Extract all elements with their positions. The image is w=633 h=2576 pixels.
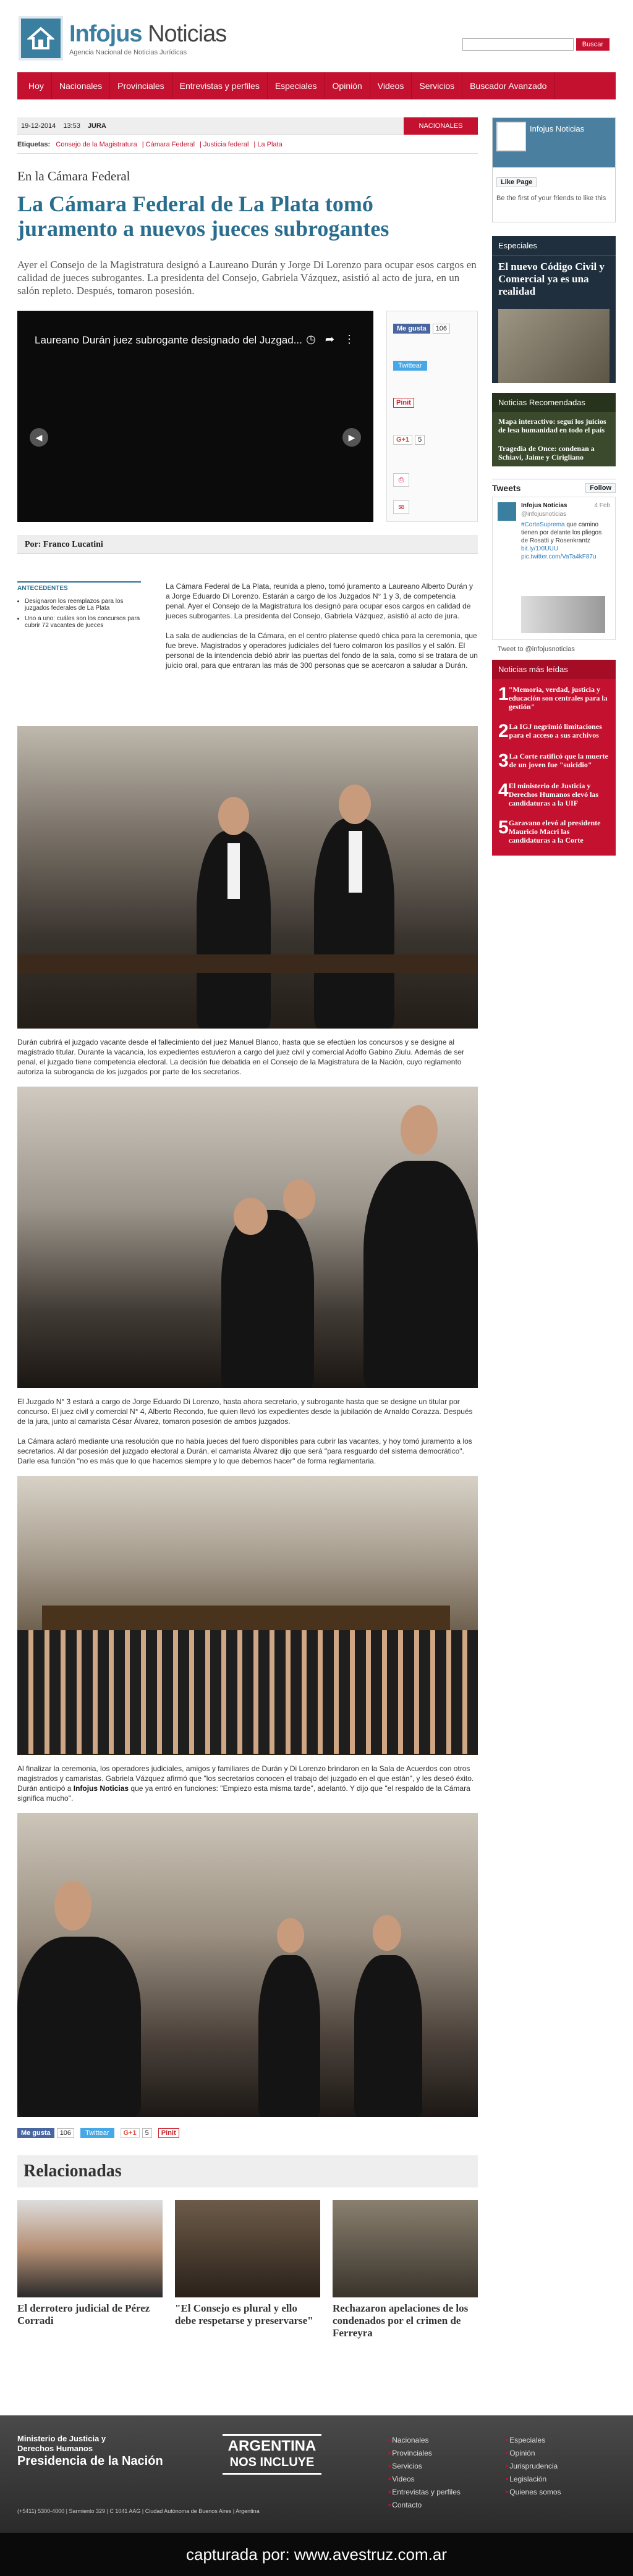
tweet-to-link[interactable]: Tweet to @infojusnoticias <box>498 646 575 653</box>
recomendada-link[interactable]: Tragedia de Once: condenan a Schiavi, Jaime y Cirigliano <box>498 444 595 461</box>
article-title: La Cámara Federal de La Plata tomó juramento a nuevos jueces subrogantes <box>17 192 389 241</box>
argentina-nos-incluye-logo: ARGENTINA NOS INCLUYE <box>223 2434 321 2475</box>
related-image[interactable] <box>175 2200 320 2297</box>
article-lead: Ayer el Consejo de la Magistratura designó a Laureano Durán y Jorge Di Lorenzo para ocupar esos cargos en calidad de jueces subrogantes. La presidenta del Consejo, Gabriela Vázquez, asistió al acto de jura, en un salón repleto. Después, tomaron posesión. <box>17 259 477 297</box>
prev-arrow-icon[interactable]: ◀ <box>30 428 48 447</box>
article-photo-2 <box>17 1087 478 1388</box>
footer-link[interactable]: ■ Especiales <box>506 2434 561 2447</box>
footer-links-2 <box>506 2434 561 2499</box>
mas-leidas-item[interactable]: 2 La IGJ negrimió limitaciones para el acceso a sus archivos <box>498 721 602 741</box>
tags-label: Etiquetas: <box>17 141 51 148</box>
site-name: Infojus Noticias <box>69 20 227 47</box>
footer-link[interactable]: ■ Videos <box>388 2473 461 2486</box>
more-icon[interactable]: ⋮ <box>344 333 355 345</box>
mas-leidas-item[interactable]: 5 Garavano elevó al presidente Mauricio Macri las candidaturas a la Corte <box>498 817 601 844</box>
related-item[interactable] <box>17 2200 163 2339</box>
antecedente-link[interactable]: • Designaron los reemplazos para los juzgados federales de La Plata <box>25 598 141 612</box>
sidebar <box>492 117 616 856</box>
paragraph: Durán cubrirá el juzgado vacante desde el fallecimiento del juez Manuel Blanco, hasta que se efectúen los concursos y se designe al magistrado titular. Durante la vacancia, los expedientes estuvieron a cargo del juez civil y comercial Adolfo Gabino Ziulu. Además de ser penal, el juzgado tiene competencia electoral. La decisión fue debatida en el Consejo de la Magistratura de la Nación, cuyo reglamento autoriza la subrogancia de los juzgados por parte de los secretarios. <box>17 1038 465 1076</box>
especiales-title: Especiales <box>492 236 616 256</box>
related-item[interactable] <box>175 2200 320 2339</box>
related-image[interactable] <box>17 2200 163 2297</box>
clock-icon[interactable]: ◷ <box>306 333 316 345</box>
nav-item-servicios[interactable]: Servicios <box>412 72 462 99</box>
footer-link[interactable]: ■ Quienes somos <box>506 2486 561 2499</box>
footer-link[interactable]: ■ Contacto <box>388 2499 461 2512</box>
especiales-headline[interactable]: El nuevo Código Civil y Comercial ya es una realidad <box>498 261 605 297</box>
related-section <box>17 2155 478 2339</box>
related-headline[interactable]: "El Consejo es plural y ello debe respetarse y preservarse" <box>175 2302 313 2326</box>
video-controls <box>306 333 355 346</box>
paragraph: La Cámara aclaró mediante una resolución que no había jueces del fuero disponibles para cubrir las vacantes, y hoy tomó juramento a los secretarios. Al dar posesión del juzgado electoral a Durán, el camarista Álvarez dijo que será "para resguardo del sistema democrático". Darle esa función "no es más que lo que hacemos siempre y lo que debemos hacer" de forma reglamentaria. <box>17 1437 472 1465</box>
paragraph: La Cámara Federal de La Plata, reunida a pleno, tomó juramento a Laureano Alberto Durán y a Jorge Eduardo Di Lorenzo. Estarán a cargo de los Juzgados N° 1 y 3, de competencia penal. Ayer el Consejo de la Magistratura los designó para ocupar esos cargos en calidad de jueces subrogantes. La presidenta del Consejo, Gabriela Vázquez, asistió al acto de jura. <box>166 582 473 620</box>
main-nav <box>17 72 616 99</box>
article-column <box>17 117 478 2339</box>
capture-credit: capturada por: www.avestruz.com.ar <box>0 2533 633 2576</box>
tweet-image[interactable] <box>521 596 605 633</box>
footer-link[interactable]: ■ Legislación <box>506 2473 561 2486</box>
tag-link[interactable]: Justicia federal <box>203 141 249 148</box>
article-kicker: En la Cámara Federal <box>17 169 130 183</box>
tweet-button[interactable]: Twittear <box>393 361 427 371</box>
mas-leidas-item[interactable]: 3 La Corte ratificó que la muerte de un joven fue "suicidio" <box>498 751 608 771</box>
site-logo[interactable] <box>19 16 226 61</box>
search-input[interactable] <box>462 38 574 51</box>
facebook-like-count: 106 <box>433 324 450 334</box>
video-player[interactable] <box>17 311 373 522</box>
footer-link[interactable]: ■ Jurisprudencia <box>506 2460 561 2473</box>
tweet-user[interactable]: Infojus Noticias <box>521 502 567 509</box>
related-image[interactable] <box>333 2200 478 2297</box>
tweet <box>492 497 616 653</box>
nav-item-especiales[interactable]: Especiales <box>268 72 325 99</box>
nav-item-hoy[interactable]: Hoy <box>21 72 52 99</box>
tweet-date[interactable]: 4 Feb <box>594 502 610 509</box>
date-bar <box>17 117 478 135</box>
ministry-logo[interactable]: Ministerio de Justicia y Derechos Humanos Presidencia de la Nación <box>17 2434 163 2468</box>
related-title: Relacionadas <box>17 2155 478 2187</box>
tag-link[interactable]: Cámara Federal <box>145 141 195 148</box>
site-tagline: Agencia Nacional de Noticias Jurídicas <box>69 48 187 56</box>
nav-item-buscador[interactable]: Buscador Avanzado <box>462 72 554 99</box>
search-bar <box>462 38 610 51</box>
avatar[interactable] <box>498 502 516 521</box>
article-author: Por: Franco Lucatini <box>17 536 478 554</box>
footer-link[interactable]: ■ Servicios <box>388 2460 461 2473</box>
mas-leidas-item[interactable]: 1 "Memoria, verdad, justicia y educación son centrales para la gestión" <box>498 684 608 711</box>
article-photo-3 <box>17 1476 478 1755</box>
related-headline[interactable]: Rechazaron apelaciones de los condenados por el crimen de Ferreyra <box>333 2302 469 2339</box>
gplus-count: 5 <box>142 2128 152 2138</box>
next-arrow-icon[interactable]: ▶ <box>342 428 361 447</box>
video-title: Laureano Durán juez subrogante designado del Juzgad... <box>35 334 302 346</box>
share-panel <box>386 311 478 522</box>
tweet-text: #CorteSuprema que camino tienen por delante los pliegos de Rosatti y Rosenkrantz bit.ly/1XIUUU pic.twitter.com/VaTa4kF87u <box>521 521 602 560</box>
mas-leidas-title: Noticias más leídas <box>492 660 616 679</box>
pinit-button[interactable]: Pinit <box>393 398 414 408</box>
like-page-button[interactable]: Like Page <box>496 177 537 187</box>
article-photo-4 <box>17 1813 478 2117</box>
tag-link[interactable]: La Plata <box>257 141 283 148</box>
pinit-button[interactable]: Pinit <box>158 2128 179 2138</box>
media-row <box>17 311 478 522</box>
especiales-image[interactable] <box>498 309 610 383</box>
tweet-handle[interactable]: @infojusnoticias <box>521 511 566 518</box>
footer-link[interactable]: ■ Provinciales <box>388 2447 461 2460</box>
tweets-widget <box>492 479 616 653</box>
nav-item-opinion[interactable]: Opinión <box>325 72 370 99</box>
tweets-title: Tweets <box>492 483 521 493</box>
facebook-page-widget <box>492 117 616 222</box>
antecedente-link[interactable]: • Uno a uno: cuáles son los concursos para cubrir 72 vacantes de jueces <box>25 615 141 629</box>
gplus-button[interactable]: G+1 <box>121 2128 140 2138</box>
antecedentes-box <box>17 581 141 633</box>
tweet-button[interactable]: Twittear <box>80 2128 114 2138</box>
article-time: 13:53 <box>63 122 80 130</box>
fb-page-name[interactable]: Infojus Noticias <box>530 124 585 133</box>
facebook-like-count: 106 <box>57 2128 74 2138</box>
recomendadas-box <box>492 393 616 466</box>
tags-row: Etiquetas: Consejo de la Magistratura | Cámara Federal | Justicia federal | La Plata <box>17 141 478 154</box>
article-intro <box>166 581 478 670</box>
footer-link[interactable]: ■ Opinión <box>506 2447 561 2460</box>
share-icon[interactable]: ➦ <box>325 333 334 345</box>
mas-leidas-item[interactable]: 4 El ministerio de Justicia y Derechos Humanos elevó las candidaturas a la UIF <box>498 780 599 807</box>
facebook-like-button[interactable]: Me gusta <box>393 324 430 334</box>
paragraph: El Juzgado N° 3 estará a cargo de Jorge Eduardo Di Lorenzo, hasta ahora secretario, y subrogante hasta que se designe un titular por concurso. El juez civil y comercial N° 4, Alberto Recondo, fue quien llevó los expedientes desde la jubilación de Arnaldo Corazza. Después de la jura, junto al camarista César Álvarez, tomaron posesión de ambos juzgados. <box>17 1397 473 1426</box>
footer-link[interactable]: ■ Entrevistas y perfiles <box>388 2486 461 2499</box>
print-icon[interactable]: ⎙ <box>393 473 409 487</box>
recomendadas-title: Noticias Recomendadas <box>492 393 616 412</box>
footer-links-1 <box>388 2434 461 2512</box>
footer-address: (+5411) 5300-4000 | Sarmiento 329 | C 1041 AAG | Ciudad Autónoma de Buenos Aires | Argentina <box>17 2508 260 2514</box>
gplus-button[interactable]: G+1 <box>393 435 412 445</box>
recomendada-link[interactable]: Mapa interactivo: seguí los juicios de lesa humanidad en todo el país <box>498 417 606 434</box>
gplus-count: 5 <box>415 435 425 445</box>
site-footer <box>0 2415 633 2533</box>
email-icon[interactable]: ✉ <box>393 500 409 514</box>
tag-link[interactable]: Consejo de la Magistratura <box>56 141 137 148</box>
nav-item-entrevistas[interactable]: Entrevistas y perfiles <box>172 72 268 99</box>
page-logo[interactable] <box>496 122 526 151</box>
fb-friends-text: Be the first of your friends to like this <box>496 195 606 202</box>
search-button[interactable]: Buscar <box>576 38 610 51</box>
related-headline[interactable]: El derrotero judicial de Pérez Corradi <box>17 2302 150 2326</box>
article-photo-1 <box>17 726 478 1029</box>
logo-house-icon <box>19 16 63 61</box>
antecedentes-title: ANTECEDENTES <box>17 585 68 592</box>
especiales-box <box>492 236 616 383</box>
follow-button[interactable]: Follow <box>585 483 616 493</box>
intro-row <box>17 581 478 717</box>
footer-link[interactable]: ■ Nacionales <box>388 2434 461 2447</box>
bottom-share-bar <box>17 2128 478 2138</box>
paragraph: La sala de audiencias de la Cámara, en el centro platense quedó chica para la ceremonia, que fue breve. Magistrados y operadores judiciales del fuero colmaron los pasillos y el salón. El personal de la intendencia debió abrir las puertas del fondo de la sala, como si se tratara de un juicio oral, para que entraran las más de 300 personas que se acercaron a saludar a Durán. <box>166 631 478 670</box>
paragraph: Al finalizar la ceremonia, los operadores judiciales, amigos y familiares de Durán y Di Lorenzo brindaron en la Sala de Acuerdos con otros magistrados y camaristas. Gabriela Vázquez afirmó que "los secretarios conocen el trabajo del juzgado en el que están", y les deseó éxito. Durán anticipó a Infojus Noticias que ya entró en funciones: "Empiezo esta misma tarde", adelantó. Y dijo que "el respaldo de la Cámara significa mucho". <box>17 1764 474 1803</box>
category-badge[interactable]: NACIONALES <box>404 117 478 135</box>
nav-item-provinciales[interactable]: Provinciales <box>110 72 172 99</box>
nav-item-nacionales[interactable]: Nacionales <box>52 72 110 99</box>
article-date: 19-12-2014 <box>21 122 56 130</box>
nav-item-videos[interactable]: Videos <box>370 72 412 99</box>
related-item[interactable] <box>333 2200 478 2339</box>
facebook-like-button[interactable]: Me gusta <box>17 2128 54 2138</box>
mas-leidas-box <box>492 660 616 856</box>
article-section: JURA <box>87 122 106 130</box>
